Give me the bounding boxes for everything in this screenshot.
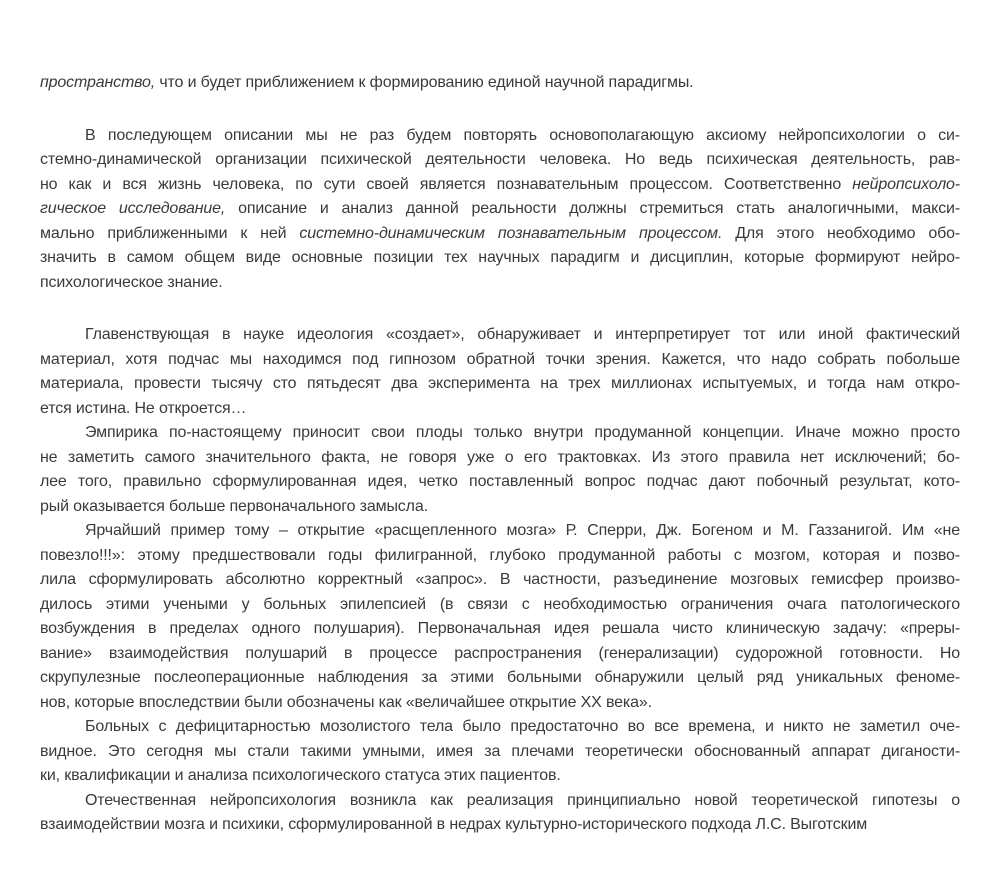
text-segment: материал, хотя подчас мы находимся под гипнозом обратной точки зрения. Кажется, что надо собрать побольше xyxy=(40,350,960,368)
text-line xyxy=(40,593,960,618)
text-line xyxy=(40,124,960,149)
text-line xyxy=(40,397,960,422)
text-body xyxy=(40,71,960,838)
text-segment: лее того, правильно сформулированная идея, четко поставленный вопрос подчас дают побочный результат, кото- xyxy=(40,473,960,490)
text-line xyxy=(40,740,960,765)
paragraph xyxy=(40,421,960,519)
paragraph xyxy=(40,789,960,838)
text-segment: не заметить самого значительного факта, не говоря уже о его трактовках. Из этого правила нет исключений; бо- xyxy=(40,448,960,466)
text-line xyxy=(40,519,960,544)
paragraph xyxy=(40,71,960,96)
text-line xyxy=(40,715,960,740)
text-segment: видное. Это сегодня мы стали такими умными, имея за плечами теоретически обоснованный аппарат диганости- xyxy=(40,742,960,760)
italic-text-segment: нейропсихоло- xyxy=(852,175,960,193)
text-segment: вание» взаимодействия полушарий в процессе распространения (генерализации) судорожной готовности. Но xyxy=(40,644,960,662)
text-line xyxy=(40,446,960,471)
paragraph xyxy=(40,519,960,715)
paragraph xyxy=(40,323,960,421)
text-line xyxy=(40,495,960,520)
text-segment: материала, провести тысячу сто пятьдесят два эксперимента на трех миллионах испытуемых, и тогда нам откро- xyxy=(40,375,960,392)
italic-text-segment: гическое исследование, xyxy=(40,200,226,217)
text-segment: описание и анализ данной реальности должны стремиться стать аналогичными, макси- xyxy=(225,200,960,217)
text-segment: ется истина. Не откроется… xyxy=(40,399,247,417)
text-segment: Отечественная нейропсихология возникла как реализация принципиально новой теоретической гипотезы о xyxy=(85,791,960,809)
text-segment: повезло!!!»: этому предшествовали годы филигранной, глубоко продуманной работы с мозгом, которая и позво- xyxy=(40,546,960,564)
text-line xyxy=(40,789,960,814)
text-segment: лила сформулировать абсолютно корректный «запрос». В частности, разъединение мозговых гемисфер произво- xyxy=(40,571,960,588)
italic-text-segment: системно-динамическим познавательным процессом. xyxy=(299,224,723,242)
text-line xyxy=(40,71,960,96)
text-segment: но как и вся жизнь человека, по сути своей является познавательным процессом. Соответственно xyxy=(40,175,853,193)
text-segment: рый оказывается больше первоначального замысла. xyxy=(40,497,428,515)
paragraph xyxy=(40,715,960,789)
text-line xyxy=(40,271,960,296)
text-segment: значить в самом общем виде основные позиции тех научных парадигм и дисциплин, которые формируют нейро- xyxy=(40,249,960,266)
text-line xyxy=(40,617,960,642)
text-segment: Для этого необходимо обо- xyxy=(722,224,960,242)
text-segment: скрупулезные послеоперационные наблюдения за этими больными обнаружили целый ряд уникальных феноме- xyxy=(40,669,960,686)
text-line xyxy=(40,568,960,593)
text-line xyxy=(40,421,960,446)
text-line xyxy=(40,764,960,789)
text-segment: стемно-динамической организации психической деятельности человека. Но ведь психическая деятельность, рав- xyxy=(40,151,960,168)
text-line xyxy=(40,197,960,222)
text-segment: дилось этими учеными у больных эпилепсией (в связи с необходимостью ограничения очага патологического xyxy=(40,595,960,613)
text-line xyxy=(40,222,960,247)
text-segment: Ярчайший пример тому – открытие «расщепленного мозга» Р. Сперри, Дж. Богеном и М. Газзанигой. Им «не xyxy=(85,522,960,539)
text-line xyxy=(40,813,960,838)
text-line xyxy=(40,470,960,495)
text-segment: В последующем описании мы не раз будем повторять основополагающую аксиому нейропсихологии о си- xyxy=(85,126,960,144)
italic-text-segment: пространство, xyxy=(40,74,156,91)
text-segment: мально приближенными к ней xyxy=(40,224,300,242)
text-segment: ки, квалификации и анализа психологического статуса этих пациентов. xyxy=(40,767,561,784)
text-line xyxy=(40,173,960,198)
text-segment: взаимодействии мозга и психики, сформулированной в недрах культурно-исторического подхода Л.С. Выготским xyxy=(40,816,868,833)
text-segment: возбуждения в пределах одного полушария). Первоначальная идея решала чисто клиническую задачу: «преры- xyxy=(40,620,960,637)
text-segment: Эмпирика по-настоящему приносит свои плоды только внутри продуманной концепции. Иначе можно просто xyxy=(85,424,960,441)
text-line xyxy=(40,372,960,397)
text-segment: Главенствующая в науке идеология «создает», обнаруживает и интерпретирует тот или иной фактический xyxy=(85,326,960,343)
text-line xyxy=(40,323,960,348)
text-segment: психологическое знание. xyxy=(40,273,223,291)
text-segment: что и будет приближением к формированию единой научной парадигмы. xyxy=(155,74,694,91)
text-segment: нов, которые впоследствии были обозначены как «величайшее открытие XX века». xyxy=(40,693,652,711)
text-line xyxy=(40,246,960,271)
text-line xyxy=(40,666,960,691)
text-line xyxy=(40,148,960,173)
paragraph xyxy=(40,124,960,296)
text-segment: Больных с дефицитарностью мозолистого тела было предостаточно во все времена, и никто не заметил оче- xyxy=(85,718,960,735)
text-line xyxy=(40,544,960,569)
text-line xyxy=(40,348,960,373)
text-line xyxy=(40,642,960,667)
text-line xyxy=(40,691,960,716)
